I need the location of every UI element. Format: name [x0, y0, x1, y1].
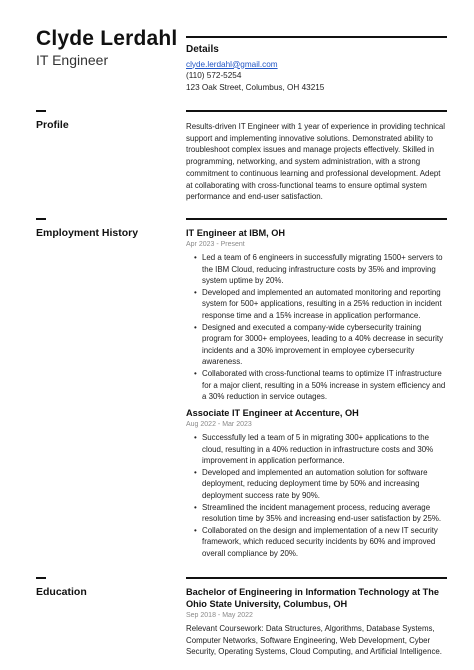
coursework: Relevant Coursework: Data Structures, Algorithms, Database Systems, Computer Networks, Software Engineering, Web Development, Cyber Security, Operating Systems, Cloud Computing, and Artificial Intelligence. — [186, 624, 442, 657]
details-section — [186, 44, 448, 93]
education-entry — [186, 586, 448, 658]
employment-heading: Employment History — [36, 227, 139, 239]
job-entry — [186, 407, 448, 560]
job-title: IT Engineer at IBM, OH — [186, 228, 286, 238]
address: 123 Oak Street, Columbus, OH 43215 — [186, 82, 325, 92]
details-heading: Details — [186, 44, 219, 55]
list-item: • Developed and implemented an automation solution for software deployment, reducing deployment time by 50% and increasing deployment success rate by 90%. — [202, 467, 448, 502]
job-entry — [186, 227, 448, 403]
candidate-title: IT Engineer — [36, 52, 109, 68]
list-item: • Collaborated with cross-functional teams to optimize IT infrastructure for a major client, resulting in a 50% increase in system efficiency and a 30% reduction in service outages. — [202, 368, 448, 403]
profile-summary: Results-driven IT Engineer with 1 year of experience in providing technical support and implementing innovative solutions. Demonstrated ability to troubleshoot complex issues and manage projects effectively. Skilled in programming, networking, and system administration, with a strong commitment to continuous learning and professional development. Adept at collaborating with cross-functional teams to ensure optimal system performance and end-user satisfaction. — [186, 122, 446, 202]
employment-divider — [186, 218, 447, 220]
job-bullets — [186, 432, 448, 560]
profile-divider — [186, 110, 447, 112]
job-bullets — [186, 252, 448, 403]
employment-tick — [36, 218, 46, 220]
profile-heading: Profile — [36, 119, 69, 131]
list-item: • Led a team of 6 engineers in successfully migrating 1500+ servers to the IBM Cloud, reducing infrastructure costs by 35% and improving system uptime by 20%. — [202, 252, 448, 287]
degree-title: Bachelor of Engineering in Information Technology at The Ohio State University, Columbus, OH — [186, 587, 440, 609]
education-dates: Sep 2018 - May 2022 — [186, 612, 253, 619]
list-item: • Designed and executed a company-wide cybersecurity training program for 3000+ employees, leading to a 40% decrease in security incidents and a 30% improvement in employee cybersecurity awareness. — [202, 322, 448, 368]
profile-tick — [36, 110, 46, 112]
job-title: Associate IT Engineer at Accenture, OH — [186, 408, 359, 418]
phone-number: (110) 572-5254 — [186, 71, 242, 81]
list-item: • Streamlined the incident management process, reducing average resolution time by 35% and increasing end-user satisfaction by 25%. — [202, 502, 448, 525]
job-dates: Aug 2022 - Mar 2023 — [186, 421, 252, 428]
email-link[interactable]: clyde.lerdahl@gmail.com — [186, 59, 278, 69]
education-tick — [36, 577, 46, 579]
list-item: • Developed and implemented an automated monitoring and reporting system for 500+ applications, resulting in a 25% reduction in incident response time and a 15% increase in application performance. — [202, 287, 448, 322]
list-item: • Collaborated on the design and implementation of a new IT security framework, which reduced security incidents by 60% and improved overall compliance by 20%. — [202, 525, 448, 560]
list-item: • Successfully led a team of 5 in migrating 300+ applications to the cloud, resulting in a 40% reduction in infrastructure costs and 30% improvement in application performance. — [202, 432, 448, 467]
job-dates: Apr 2023 - Present — [186, 241, 245, 248]
education-divider — [186, 577, 447, 579]
candidate-name: Clyde Lerdahl — [36, 27, 178, 50]
details-divider — [186, 36, 447, 38]
education-heading: Education — [36, 586, 87, 598]
